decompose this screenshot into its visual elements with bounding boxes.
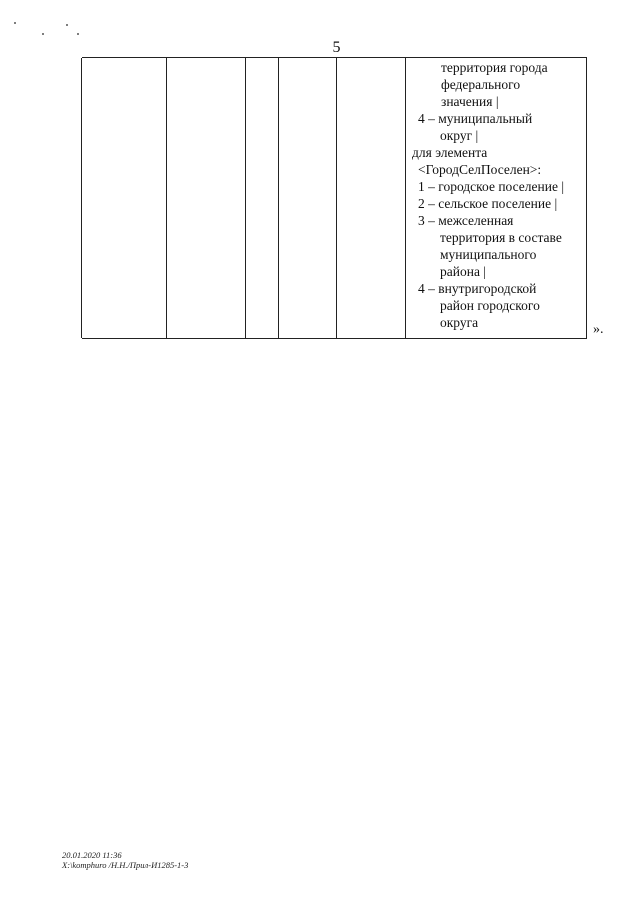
cell-text-line: 1 – городское поселение | [418,179,565,194]
cell-text-line: федерального [441,77,521,92]
data-table [82,57,587,339]
cell-text-line: для элемента [412,145,488,160]
scan-speck [77,33,79,35]
footer [62,850,188,870]
cell-text-line: район городского [440,298,540,313]
column-divider [336,58,337,338]
last-column-cell [410,59,588,331]
column-divider [405,58,406,338]
cell-text-line: округа [440,315,479,330]
table-border-left [81,58,82,338]
page-number: 5 [332,39,341,56]
scan-speck [42,33,44,35]
cell-text-line: 4 – внутригородской [418,281,537,296]
cell-text-line: территория в составе [440,230,562,245]
cell-text-line: 2 – сельское поселение | [418,196,558,211]
cell-text-line: 4 – муниципальный [418,111,533,126]
cell-text-line: округ | [440,128,479,143]
column-divider [166,58,167,338]
cell-text-line: значения | [441,94,499,109]
cell-text-line: территория города [441,60,548,75]
column-divider [245,58,246,338]
footer-file-path: X:\komphuro /Н.Н./Прил-И1285-1-3 [62,860,189,870]
scan-speck [66,24,68,26]
scan-speck [14,22,16,24]
footer-timestamp: 20.01.2020 11:36 [62,850,122,860]
cell-text-line: муниципального [440,247,537,262]
cell-text-line: района | [440,264,487,279]
cell-text-line: <ГородСелПоселен>: [418,162,542,177]
column-divider [278,58,279,338]
closing-quote: ». [593,322,604,337]
cell-text-line: 3 – межселенная [418,213,514,228]
